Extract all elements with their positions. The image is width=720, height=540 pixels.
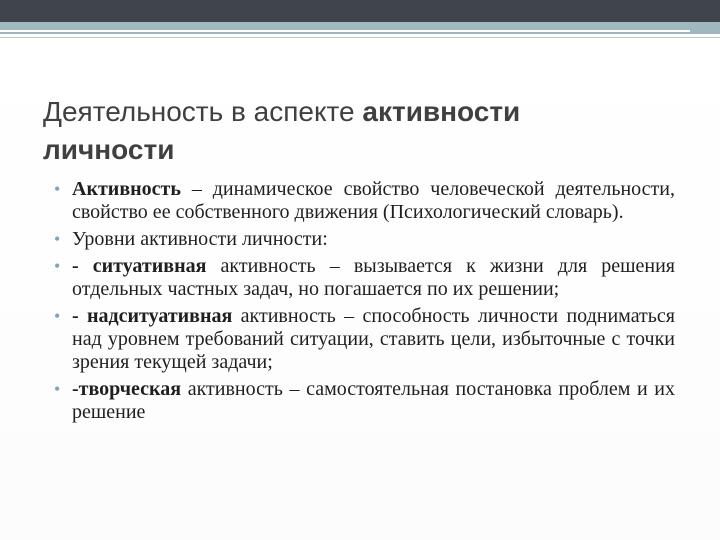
bullet-icon: • [54, 229, 61, 249]
slide-title [43, 93, 683, 169]
bullet-bold-term: - ситуативная [72, 255, 207, 277]
bullet-icon: • [54, 306, 61, 326]
slide-top-bar [0, 0, 720, 22]
bullet-text: – динамическое свойство человеческой деятельности, свойство ее собственного движения (Психологический словарь). [72, 178, 675, 223]
bullet-text: активность – самостоятельная постановка проблем и их решение [72, 378, 675, 423]
list-item [50, 178, 675, 224]
bullet-bold-term: - надситуативная [72, 305, 233, 327]
slide-title-regular: Деятельность в аспекте [43, 96, 363, 127]
list-item [50, 378, 675, 424]
bullet-text: активность – вызывается к жизни для решения отдельных частных задач, но погашается по их решении; [72, 255, 675, 300]
accent-line [0, 30, 690, 32]
list-item [50, 255, 675, 301]
list-item [50, 305, 675, 374]
bullet-bold-term: -творческая [72, 378, 182, 400]
bullet-text: Уровни активности личности: [72, 228, 328, 250]
bullet-icon: • [54, 256, 61, 276]
slide-title-line2: личности [43, 134, 175, 165]
bullet-text: активность – способность личности подниматься над уровнем требований ситуации, ставить цели, избыточные с точки зрения текущей задачи; [72, 305, 675, 373]
bullet-list [50, 178, 675, 428]
list-item [50, 228, 675, 251]
slide-title-bold: активности [362, 96, 521, 127]
bullet-bold-term: Активность [72, 178, 181, 200]
bullet-icon: • [54, 379, 61, 399]
slide-accent-strip [0, 22, 720, 34]
bullet-icon: • [54, 179, 61, 199]
